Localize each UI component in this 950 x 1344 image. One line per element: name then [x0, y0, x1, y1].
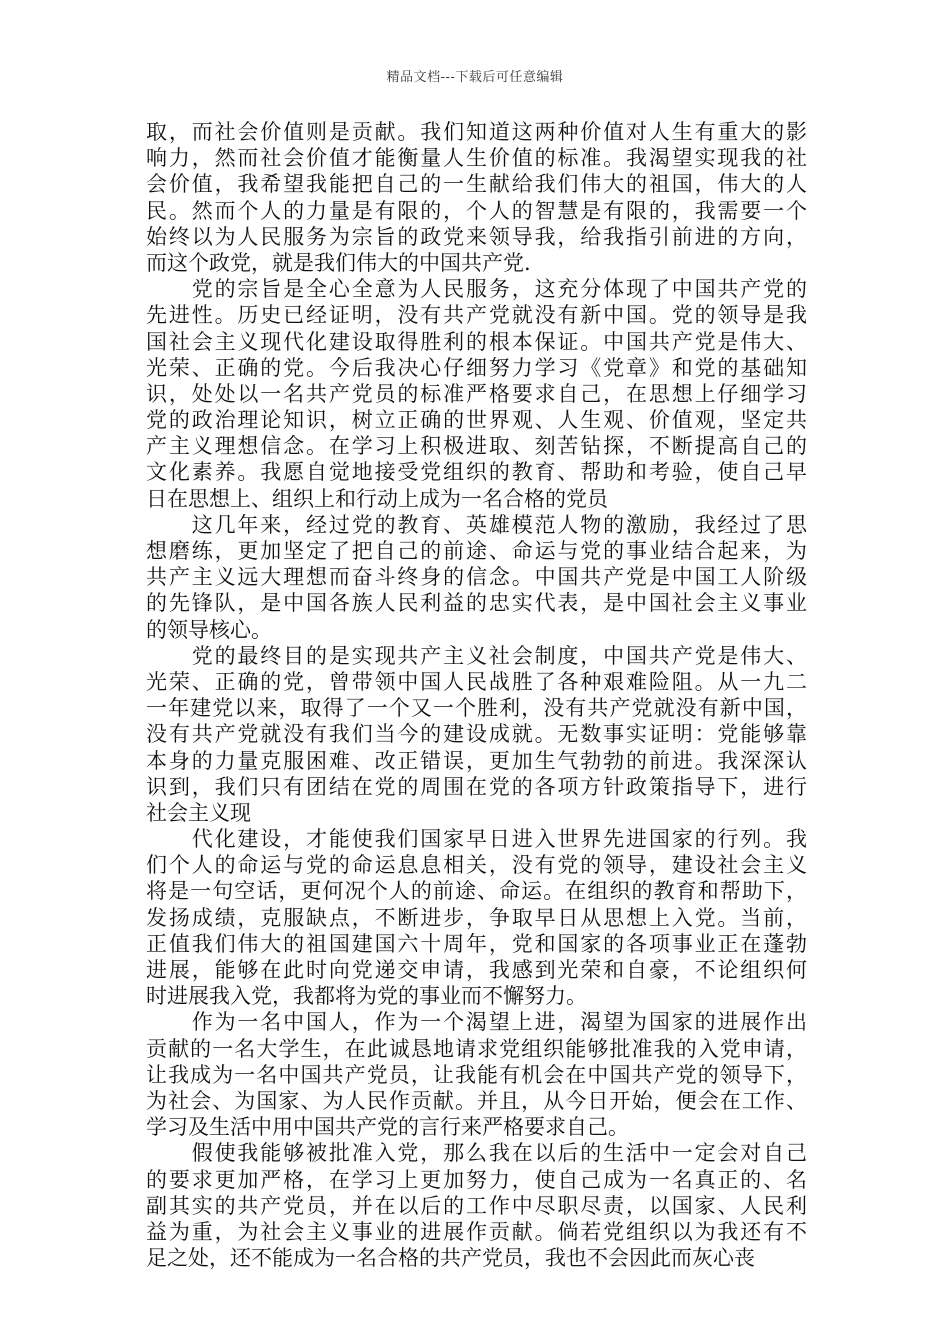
text-line: 代化建设，才能使我们国家早日进入世界先进国家的行列。我 [146, 827, 807, 852]
paragraph [146, 826, 807, 1009]
text-line: 先进性。历史已经证明，没有共产党就没有新中国。党的领导是我 [146, 303, 807, 328]
text-line: 想磨练，更加坚定了把自己的前途、命运与党的事业结合起来，为 [146, 539, 807, 563]
text-line: 时进展我入党，我都将为党的事业而不懈努力。 [146, 984, 587, 1009]
text-line: 产主义理想信念。在学习上积极进取、刻苦钻探，不断提高自己的 [146, 434, 807, 459]
text-line: 党的政治理论知识，树立正确的世界观、人生观、价值观，坚定共 [146, 408, 807, 433]
text-line: 足之处，还不能成为一名合格的共产党员，我也不会因此而灰心丧 [146, 1246, 755, 1271]
text-line: 贡献的一名大学生，在此诚恳地请求党组织能够批准我的入党申请， [146, 1036, 807, 1061]
text-line: 社会主义现 [146, 800, 251, 825]
text-line: 本身的力量克服困难、改正错误，更加生气勃勃的前进。我深深认 [146, 748, 807, 773]
page-header-watermark: 精品文档---下载后可任意编辑 [386, 70, 564, 85]
text-line: 进展，能够在此时向党递交申请，我感到光荣和自豪，不论组织何 [146, 958, 807, 982]
text-line: 国社会主义现代化建设取得胜利的根本保证。中国共产党是伟大、 [146, 329, 807, 354]
text-line: 识到，我们只有团结在党的周围在党的各项方针政策指导下，进行 [146, 774, 807, 799]
text-line: 没有共产党就没有我们当今的建设成就。无数事实证明：党能够靠 [146, 722, 807, 747]
text-line: 作为一名中国人，作为一个渴望上进，渴望为国家的进展作出 [146, 1010, 807, 1035]
text-line: 光荣、正确的党，曾带领中国人民战胜了各种艰难险阻。从一九二 [146, 669, 807, 694]
text-line: 民。然而个人的力量是有限的，个人的智慧是有限的，我需要一个 [146, 198, 807, 223]
text-line: 始终以为人民服务为宗旨的政党来领导我，给我指引前进的方向， [146, 224, 807, 249]
text-line: 发扬成绩，克服缺点，不断进步，争取早日从思想上入党。当前， [146, 905, 807, 930]
text-line: 们个人的命运与党的命运息息相关，没有党的领导，建设社会主义 [146, 853, 807, 878]
text-line: 响力，然而社会价值才能衡量人生价值的标准。我渴望实现我的社 [146, 146, 807, 171]
text-line: 共产主义远大理想而奋斗终身的信念。中国共产党是中国工人阶级 [146, 565, 807, 590]
text-line: 光荣、正确的党。今后我决心仔细努力学习《党章》和党的基础知 [146, 355, 807, 380]
text-line: 假使我能够被批准入党，那么我在以后的生活中一定会对自己 [146, 1141, 807, 1166]
paragraph [146, 643, 807, 826]
text-line: 正值我们伟大的祖国建国六十周年，党和国家的各项事业正在蓬勃 [146, 931, 807, 956]
paragraph [146, 512, 807, 643]
paragraph [146, 276, 807, 512]
text-line: 而这个政党，就是我们伟大的中国共产党. [146, 250, 531, 275]
text-line: 日在思想上、组织上和行动上成为一名合格的党员 [146, 486, 608, 511]
text-line: 的先锋队，是中国各族人民利益的忠实代表，是中国社会主义事业 [146, 591, 807, 616]
text-line: 的要求更加严格，在学习上更加努力，使自己成为一名真正的、名 [146, 1167, 807, 1192]
text-line: 会价值，我希望我能把自己的一生献给我们伟大的祖国，伟大的人 [146, 172, 807, 197]
paragraph [146, 119, 807, 276]
text-line: 的领导核心。 [146, 617, 272, 642]
text-line: 文化素养。我愿自觉地接受党组织的教育、帮助和考验，使自己早 [146, 460, 807, 485]
text-line: 让我成为一名中国共产党员，让我能有机会在中国共产党的领导下， [146, 1062, 807, 1087]
text-line: 党的宗旨是全心全意为人民服务，这充分体现了中国共产党的 [146, 277, 807, 302]
paragraph [146, 1009, 807, 1140]
text-line: 一年建党以来，取得了一个又一个胜利，没有共产党就没有新中国， [146, 696, 807, 721]
text-line: 将是一句空话，更何况个人的前途、命运。在组织的教育和帮助下， [146, 879, 807, 904]
text-line: 为社会、为国家、为人民作贡献。并且，从今日开始，便会在工作、 [146, 1088, 807, 1113]
paragraph [146, 1140, 807, 1271]
text-line: 这几年来，经过党的教育、英雄模范人物的激励，我经过了思 [146, 512, 807, 537]
text-line: 党的最终目的是实现共产主义社会制度，中国共产党是伟大、 [146, 643, 807, 668]
text-line: 识，处处以一名共产党员的标准严格要求自己，在思想上仔细学习 [146, 381, 807, 406]
text-line: 学习及生活中用中国共产党的言行来严格要求自己。 [146, 1115, 629, 1140]
document-body [146, 119, 807, 1271]
text-line: 副其实的共产党员，并在以后的工作中尽职尽责，以国家、人民利 [146, 1193, 807, 1218]
text-line: 取，而社会价值则是贡献。我们知道这两种价值对人生有重大的影 [146, 120, 807, 144]
text-line: 益为重，为社会主义事业的进展作贡献。倘若党组织以为我还有不 [146, 1219, 807, 1244]
